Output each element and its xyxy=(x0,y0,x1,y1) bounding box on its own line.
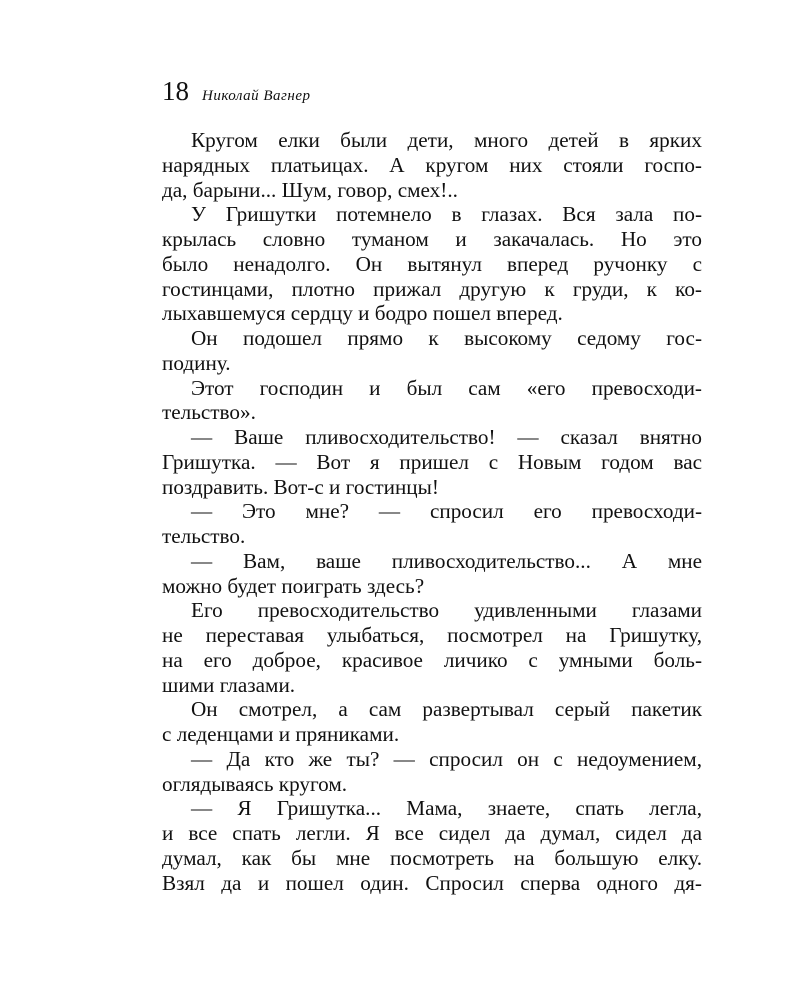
text-line: — Вам, ваше пливосходительство... А мне xyxy=(191,548,702,573)
text-line: Он подошел прямо к высокому седому гос- xyxy=(191,326,702,350)
text-line: Этот господин и был сам «его превосходи- xyxy=(191,375,702,400)
text-line: на его доброе, красивое личико с умными боль- xyxy=(162,647,702,672)
text-line: подину. xyxy=(162,350,231,375)
text-line: лыхавшемуся сердцу и бодро пошел вперед. xyxy=(162,301,563,326)
text-line: Взял да и пошел один. Спросил сперва одного дя- xyxy=(162,870,702,895)
text-line: Гришутка. — Вот я пришел с Новым годом вас xyxy=(162,449,702,474)
page-number: 18 xyxy=(162,76,189,106)
text-line: нарядных платьицах. А кругом них стояли госпо- xyxy=(162,152,702,177)
text-line: Его превосходительство удивленными глазами xyxy=(191,598,702,623)
running-head-author: Николай Вагнер xyxy=(202,88,311,104)
text-line: — Ваше пливосходительство! — сказал внятно xyxy=(191,425,702,449)
text-line: да, барыни... Шум, говор, смех!.. xyxy=(162,177,458,202)
text-line: поздравить. Вот-с и гостинцы! xyxy=(162,474,439,499)
text-line: тельство. xyxy=(162,524,246,548)
text-line: У Гришутки потемнело в глазах. Вся зала по- xyxy=(191,202,702,227)
body-text xyxy=(162,128,702,895)
text-line: — Я Гришутка... Мама, знаете, спать легла, xyxy=(191,796,702,821)
text-line: крылась словно туманом и закачалась. Но это xyxy=(162,227,702,251)
text-line: Он смотрел, а сам развертывал серый пакетик xyxy=(191,697,702,722)
page-header xyxy=(162,76,311,107)
text-line: можно будет поиграть здесь? xyxy=(162,573,425,598)
text-line: гостинцами, плотно прижал другую к груди, к ко- xyxy=(162,276,702,301)
text-line: и все спать легли. Я все сидел да думал, сидел да xyxy=(162,821,702,845)
text-line: с леденцами и пряниками. xyxy=(162,722,400,746)
text-line: думал, как бы мне посмотреть на большую елку. xyxy=(162,845,702,870)
text-line: — Да кто же ты? — спросил он с недоумением, xyxy=(191,746,702,771)
text-line: не переставая улыбаться, посмотрел на Гришутку, xyxy=(162,623,702,647)
text-line: Кругом елки были дети, много детей в ярких xyxy=(191,128,702,152)
text-line: было ненадолго. Он вытянул вперед ручонку с xyxy=(162,251,702,276)
text-line: шими глазами. xyxy=(162,672,296,697)
text-line: — Это мне? — спросил его превосходи- xyxy=(191,499,702,524)
text-line: оглядываясь кругом. xyxy=(162,771,348,796)
text-line: тельство». xyxy=(162,400,256,425)
